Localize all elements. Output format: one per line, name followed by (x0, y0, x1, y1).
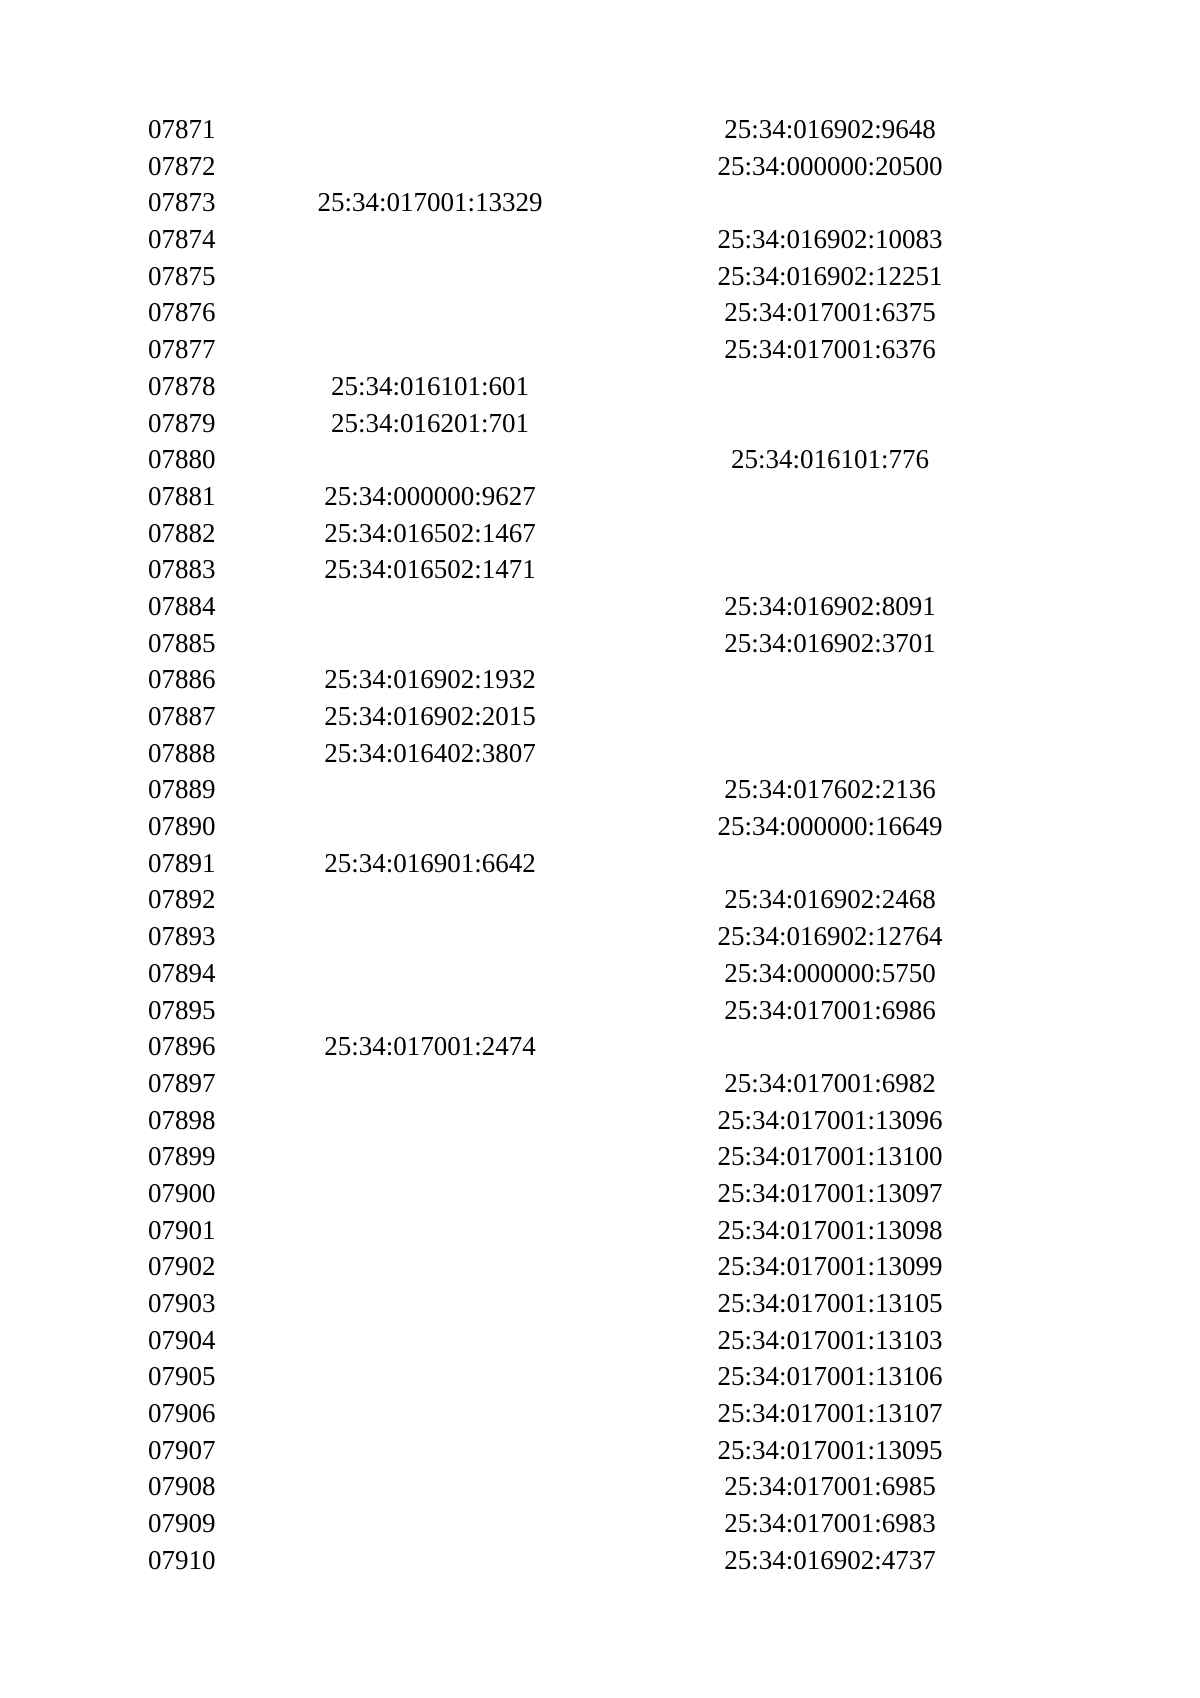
cadastral-number-right: 25:34:016902:12251 (717, 260, 943, 291)
cadastral-number-right: 25:34:017001:13103 (717, 1324, 943, 1355)
table-row (0, 1285, 1200, 1322)
cadastral-number-left (290, 111, 570, 148)
cadastral-number-left (290, 1395, 570, 1432)
table-row (0, 661, 1200, 698)
cadastral-number-right (690, 515, 970, 552)
table-row (0, 955, 1200, 992)
cadastral-number-left (290, 1432, 570, 1469)
table-row (0, 1395, 1200, 1432)
table-row (0, 698, 1200, 735)
cadastral-number-right (690, 661, 970, 698)
row-number: 07881 (148, 480, 216, 511)
cadastral-number-right: 25:34:000000:5750 (724, 957, 936, 988)
cadastral-number-right: 25:34:017001:13106 (717, 1361, 943, 1392)
table-row (0, 625, 1200, 662)
cadastral-number-right: 25:34:017001:13107 (717, 1398, 943, 1429)
row-number: 07896 (148, 1031, 216, 1062)
table-row (0, 1505, 1200, 1542)
row-number: 07872 (148, 150, 216, 181)
cadastral-number-right: 25:34:016902:10083 (717, 224, 943, 255)
table-row (0, 1102, 1200, 1139)
table-row (0, 478, 1200, 515)
cadastral-number-left (290, 588, 570, 625)
cadastral-number-left (290, 1138, 570, 1175)
row-number: 07879 (148, 407, 216, 438)
cadastral-number-right: 25:34:016902:4737 (724, 1544, 936, 1575)
cadastral-number-right: 25:34:000000:20500 (717, 150, 943, 181)
cadastral-number-right (690, 551, 970, 588)
cadastral-number-left (290, 881, 570, 918)
table-row (0, 1322, 1200, 1359)
row-number: 07891 (148, 847, 216, 878)
cadastral-number-right: 25:34:017001:13099 (717, 1251, 943, 1282)
row-number: 07909 (148, 1508, 216, 1539)
row-number: 07890 (148, 811, 216, 842)
cadastral-number-right: 25:34:017001:6985 (724, 1471, 936, 1502)
table-row (0, 1248, 1200, 1285)
cadastral-number-left (290, 771, 570, 808)
cadastral-number-left (290, 918, 570, 955)
table-row (0, 184, 1200, 221)
cadastral-number-right: 25:34:016902:12764 (717, 921, 943, 952)
table-row (0, 1028, 1200, 1065)
cadastral-number-left (290, 258, 570, 295)
row-number: 07873 (148, 187, 216, 218)
cadastral-number-left (290, 992, 570, 1029)
cadastral-number-left (290, 955, 570, 992)
table-row (0, 845, 1200, 882)
row-number: 07887 (148, 701, 216, 731)
row-number: 07908 (148, 1471, 216, 1502)
cadastral-number-left: 25:34:017001:2474 (324, 1031, 536, 1062)
table-row (0, 1542, 1200, 1579)
cadastral-number-right: 25:34:017001:13105 (717, 1288, 943, 1318)
cadastral-number-left (290, 1065, 570, 1102)
cadastral-number-right: 25:34:017001:13098 (717, 1214, 943, 1245)
row-number: 07894 (148, 957, 216, 988)
row-number: 07901 (148, 1214, 216, 1245)
cadastral-number-right: 25:34:017001:6982 (724, 1067, 936, 1098)
cadastral-number-left: 25:34:017001:13329 (317, 187, 543, 218)
cadastral-number-left: 25:34:016502:1471 (324, 554, 536, 585)
row-number: 07885 (148, 627, 216, 658)
cadastral-number-left: 25:34:016902:1932 (324, 664, 536, 695)
table-row (0, 735, 1200, 772)
cadastral-number-right (690, 368, 970, 405)
table-row (0, 881, 1200, 918)
cadastral-number-right: 25:34:017001:13096 (717, 1104, 943, 1135)
row-number: 07910 (148, 1544, 216, 1575)
row-number: 07898 (148, 1104, 216, 1135)
cadastral-number-left: 25:34:000000:9627 (324, 480, 536, 511)
cadastral-number-left: 25:34:016902:2015 (324, 701, 536, 731)
cadastral-number-right (690, 698, 970, 735)
cadastral-number-right: 25:34:017001:6986 (724, 994, 936, 1025)
row-number: 07874 (148, 224, 216, 255)
cadastral-number-left (290, 1248, 570, 1285)
cadastral-number-left: 25:34:016201:701 (330, 407, 529, 438)
row-number: 07903 (148, 1288, 216, 1318)
row-number: 07904 (148, 1324, 216, 1355)
table-row (0, 918, 1200, 955)
row-number: 07906 (148, 1398, 216, 1429)
table-row (0, 771, 1200, 808)
table-row (0, 1468, 1200, 1505)
cadastral-number-left: 25:34:016101:601 (330, 370, 529, 401)
row-number: 07871 (148, 114, 216, 144)
cadastral-number-left (290, 1175, 570, 1212)
cadastral-number-right: 25:34:017602:2136 (724, 774, 936, 805)
cadastral-number-right: 25:34:016902:2468 (724, 884, 936, 915)
table-row (0, 1432, 1200, 1469)
cadastral-number-right: 25:34:017001:6983 (724, 1508, 936, 1539)
table-row (0, 1212, 1200, 1249)
row-number: 07892 (148, 884, 216, 915)
cadastral-number-right: 25:34:017001:13097 (717, 1177, 943, 1208)
table-row (0, 258, 1200, 295)
cadastral-number-left (290, 1212, 570, 1249)
cadastral-number-right: 25:34:016902:3701 (724, 627, 936, 658)
table-row (0, 368, 1200, 405)
table-row (0, 1065, 1200, 1102)
cadastral-number-left (290, 1322, 570, 1359)
cadastral-number-right (690, 405, 970, 442)
cadastral-number-right (690, 1028, 970, 1065)
row-number: 07880 (148, 444, 216, 475)
row-number: 07877 (148, 334, 216, 365)
table-row (0, 551, 1200, 588)
table-row (0, 441, 1200, 478)
cadastral-number-left (290, 294, 570, 331)
cadastral-number-left: 25:34:016901:6642 (324, 847, 536, 878)
row-number: 07888 (148, 737, 216, 768)
cadastral-number-left: 25:34:016402:3807 (324, 737, 536, 768)
row-number: 07882 (148, 517, 216, 548)
table-row (0, 588, 1200, 625)
row-number: 07900 (148, 1177, 216, 1208)
row-number: 07884 (148, 590, 216, 621)
cadastral-number-left (290, 625, 570, 662)
cadastral-number-left (290, 1358, 570, 1395)
table-row (0, 331, 1200, 368)
row-number: 07905 (148, 1361, 216, 1392)
table-row (0, 111, 1200, 148)
cadastral-number-left (290, 441, 570, 478)
cadastral-number-right: 25:34:017001:6376 (724, 334, 936, 365)
cadastral-number-left (290, 1468, 570, 1505)
cadastral-number-left (290, 1542, 570, 1579)
table-row (0, 221, 1200, 258)
cadastral-number-right: 25:34:000000:16649 (717, 811, 943, 842)
row-number: 07907 (148, 1434, 216, 1465)
cadastral-number-left (290, 808, 570, 845)
table-row (0, 808, 1200, 845)
cadastral-number-table (0, 111, 1200, 1579)
cadastral-number-right (690, 845, 970, 882)
cadastral-number-right: 25:34:016101:776 (730, 444, 929, 475)
row-number: 07897 (148, 1067, 216, 1098)
table-row (0, 1175, 1200, 1212)
row-number: 07883 (148, 554, 216, 585)
cadastral-number-right: 25:34:016902:9648 (724, 114, 936, 144)
row-number: 07895 (148, 994, 216, 1025)
row-number: 07886 (148, 664, 216, 695)
cadastral-number-left (290, 148, 570, 185)
row-number: 07902 (148, 1251, 216, 1282)
row-number: 07899 (148, 1141, 216, 1172)
table-row (0, 1138, 1200, 1175)
table-row (0, 515, 1200, 552)
cadastral-number-left (290, 331, 570, 368)
cadastral-number-right: 25:34:017001:13095 (717, 1434, 943, 1465)
table-row (0, 1358, 1200, 1395)
cadastral-number-left (290, 221, 570, 258)
cadastral-number-right: 25:34:016902:8091 (724, 590, 936, 621)
row-number: 07893 (148, 921, 216, 952)
row-number: 07889 (148, 774, 216, 805)
table-row (0, 992, 1200, 1029)
row-number: 07875 (148, 260, 216, 291)
table-row (0, 405, 1200, 442)
cadastral-number-left (290, 1505, 570, 1542)
cadastral-number-left (290, 1102, 570, 1139)
row-number: 07878 (148, 370, 216, 401)
table-row (0, 294, 1200, 331)
cadastral-number-left (290, 1285, 570, 1322)
row-number: 07876 (148, 297, 216, 328)
cadastral-number-left: 25:34:016502:1467 (324, 517, 536, 548)
cadastral-number-right (690, 184, 970, 221)
cadastral-number-right: 25:34:017001:13100 (717, 1141, 943, 1172)
cadastral-number-right (690, 478, 970, 515)
cadastral-number-right: 25:34:017001:6375 (724, 297, 936, 328)
table-row (0, 148, 1200, 185)
cadastral-number-right (690, 735, 970, 772)
